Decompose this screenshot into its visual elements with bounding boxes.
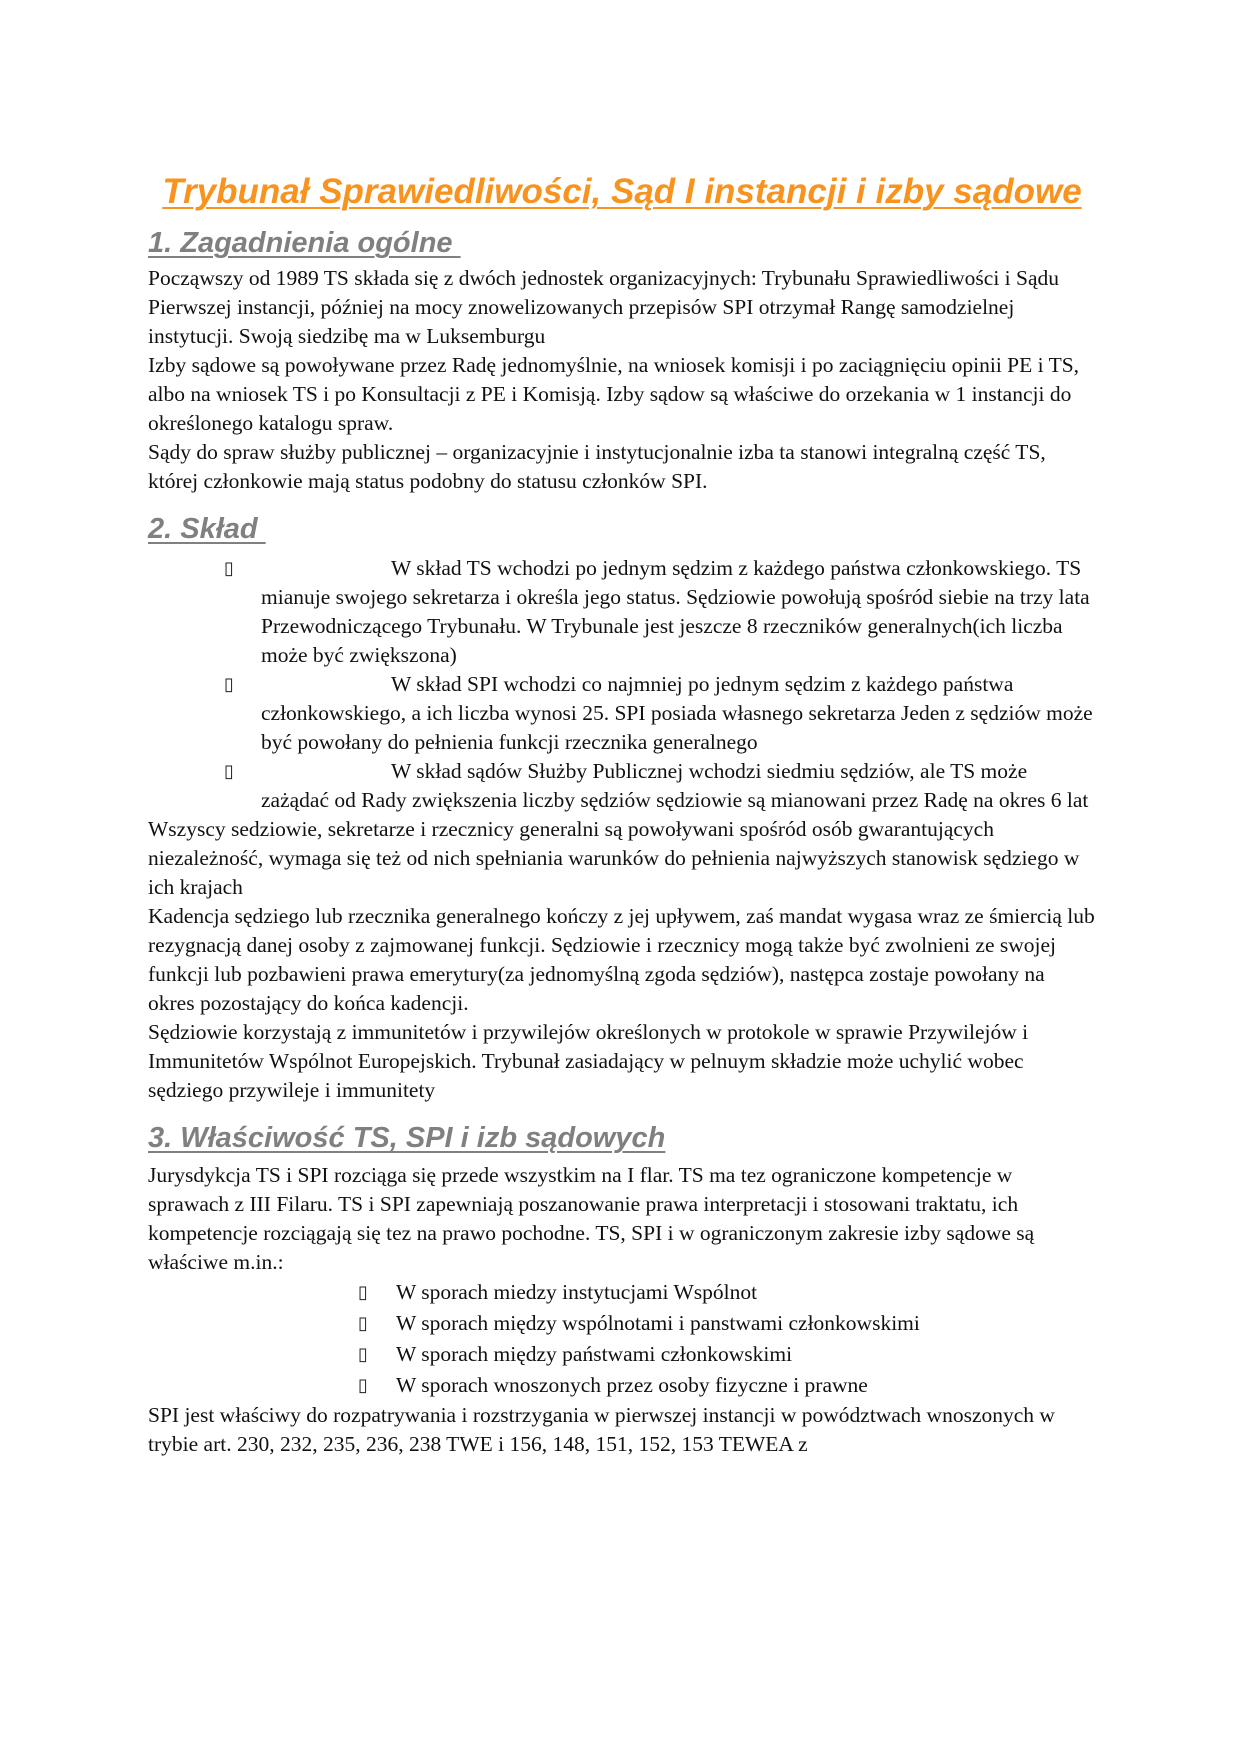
paragraph: Izby sądowe są powoływane przez Radę jednomyślnie, na wniosek komisji i po zaciągnięciu opinii PE i TS, albo na wniosek TS i po Konsultacji z PE i Komisją. Izby sądow są właściwe do orzekania w 1 instancji do określonego katalogu spraw. (148, 353, 1080, 435)
list-item-text: W sporach wnoszonych przez osoby fizyczne i prawne (396, 1373, 868, 1397)
bullet-icon: ▯ (224, 761, 234, 782)
list-item-text: W skład TS wchodzi po jednym sędzim z każdego państwa członkowskiego. TS mianuje swojego sekretarza i określa jego status. Sędziowie powołują spośród siebie na trzy lata Przewodniczącego Trybunału. W Trybunale jest jeszcze 8 rzeczników generalnych(ich liczba może być zwiększona) (261, 556, 1090, 667)
list-item (148, 1370, 1096, 1401)
bullet-icon: ▯ (358, 1375, 368, 1396)
list-item (148, 554, 1096, 670)
list-item (148, 1308, 1096, 1339)
document-title: Trybunał Sprawiedliwości, Sąd I instancji i izby sądowe (162, 172, 1082, 211)
list-item (148, 1277, 1096, 1308)
list-item-text: W sporach między państwami członkowskimi (396, 1342, 793, 1366)
bullet-icon: ▯ (224, 674, 234, 695)
paragraph: Wszyscy sedziowie, sekretarze i rzecznicy generalni są powoływani spośród osób gwarantujących niezależność, wymaga się też od nich spełniania warunków do pełnienia najwyższych stanowisk sędziego w ich krajach (148, 817, 1080, 899)
paragraph: Kadencja sędziego lub rzecznika generalnego kończy z jej upływem, zaś mandat wygasa wraz ze śmiercią lub rezygnacją danej osoby z zajmowanej funkcji. Sędziowie i rzecznicy mogą także być zwolnieni ze swojej funkcji lub pozbawieni prawa emerytury(za jednomyślną zgoda sędziów), następca zostaje powołany na okres pozostający do końca kadencji. (148, 904, 1095, 1015)
paragraph: Sądy do spraw służby publicznej – organizacyjnie i instytucjonalnie izba ta stanowi integralną część TS, której członkowie mają status podobny do statusu członków SPI. (148, 440, 1046, 493)
section-heading-composition: 2. Skład (148, 513, 266, 545)
bullet-icon: ▯ (358, 1344, 368, 1365)
list-item-text: W sporach miedzy instytucjami Wspólnot (396, 1280, 758, 1304)
paragraph: Jurysdykcja TS i SPI rozciąga się przede wszystkim na I flar. TS ma tez ograniczone kompetencje w sprawach z III Filaru. TS i SPI zapewniają poszanowanie prawa interpretacji i stosowani traktatu, ich kompetencje rozciągają się tez na prawo pochodne. TS, SPI i w ograniczonym zakresie izby sądowe są właściwe m.in.: (148, 1163, 1035, 1274)
paragraph: Sędziowie korzystają z immunitetów i przywilejów określonych w protokole w sprawie Przywilejów i Immunitetów Wspólnot Europejskich. Trybunał zasiadający w pelnuym składzie może uchylić wobec sędziego przywileje i immunitety (148, 1020, 1029, 1102)
list-item-text: W skład SPI wchodzi co najmniej po jednym sędzim z każdego państwa członkowskiego, a ich liczba wynosi 25. SPI posiada własnego sekretarza Jeden z sędziów może być powołany do pełnienia funkcji rzecznika generalnego (261, 672, 1093, 754)
paragraph: Począwszy od 1989 TS składa się z dwóch jednostek organizacyjnych: Trybunału Sprawiedliwości i Sądu Pierwszej instancji, później na mocy znowelizowanych przepisów SPI otrzymał Rangę samodzielnej instytucji. Swoją siedzibę ma w Luksemburgu (148, 266, 1060, 348)
jurisdiction-bullet-list (148, 1277, 1096, 1401)
list-item-text: W sporach między wspólnotami i panstwami członkowskimi (396, 1311, 920, 1335)
bullet-icon: ▯ (358, 1282, 368, 1303)
bullet-icon: ▯ (224, 558, 234, 579)
section-heading-general: 1. Zagadnienia ogólne (148, 227, 461, 259)
list-item-text: W skład sądów Służby Publicznej wchodzi siedmiu sędziów, ale TS może zażądać od Rady zwiększenia liczby sędziów sędziowie są mianowani przez Radę na okres 6 lat (261, 759, 1089, 812)
list-item (148, 670, 1096, 757)
document-page (148, 170, 1096, 1459)
section-heading-jurisdiction: 3. Właściwość TS, SPI i izb sądowych (148, 1122, 666, 1154)
composition-bullet-list (148, 554, 1096, 815)
paragraph: SPI jest właściwy do rozpatrywania i rozstrzygania w pierwszej instancji w powództwach wnoszonych w trybie art. 230, 232, 235, 236, 238 TWE i 156, 148, 151, 152, 153 TEWEA z (148, 1403, 1055, 1456)
bullet-icon: ▯ (358, 1313, 368, 1334)
list-item (148, 757, 1096, 815)
list-item (148, 1339, 1096, 1370)
